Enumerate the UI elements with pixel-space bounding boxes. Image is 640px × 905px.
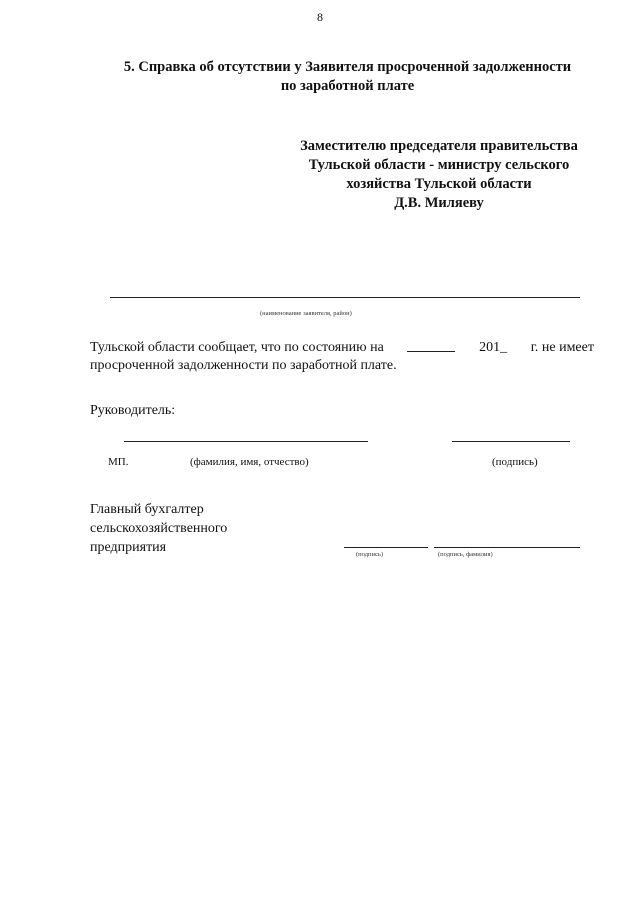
director-label: Руководитель: [90,403,176,418]
signature-caption: (подпись) [492,456,538,468]
title-line-2: по заработной плате [280,78,415,94]
fio-caption: (фамилия, имя, отчество) [190,456,309,468]
chief-accountant-line-2: сельскохозяйственного [90,521,228,536]
statement-line-2: просроченной задолженности по заработной плате. [90,358,397,373]
statement-start: Тульской области сообщает, что по состоянию на [90,340,384,355]
chief-accountant-line-1: Главный бухгалтер [90,502,204,517]
addressee-line-1: Заместителю председателя правительства [300,138,578,154]
accountant-name-caption: (подпись, фамилия) [438,551,493,558]
addressee-line-3: хозяйства Тульской области [346,176,532,192]
chief-accountant-block [90,500,227,557]
accountant-name-line [434,547,580,548]
director-name-line [124,441,368,442]
applicant-caption: (наименование заявителя, район) [260,310,352,317]
year-prefix: 201_ [479,340,508,355]
title-line-1: 5. Справка об отсутствии у Заявителя просроченной задолженности [123,59,572,75]
accountant-signature-caption: (подпись) [356,551,383,558]
accountant-signature-line [344,547,428,548]
addressee-line-4: Д.В. Миляеву [394,195,484,211]
chief-accountant-line-3: предприятия [90,540,167,555]
date-blank [407,339,455,352]
page-number: 8 [317,10,323,24]
applicant-name-line [110,297,580,298]
statement-end: г. не имеет [530,340,594,355]
document-title [60,58,635,96]
stamp-label: МП. [108,456,129,468]
statement-paragraph [90,339,594,375]
addressee-block [288,137,590,213]
addressee-line-2: Тульской области - министру сельского [308,157,570,173]
director-signature-line [452,441,570,442]
